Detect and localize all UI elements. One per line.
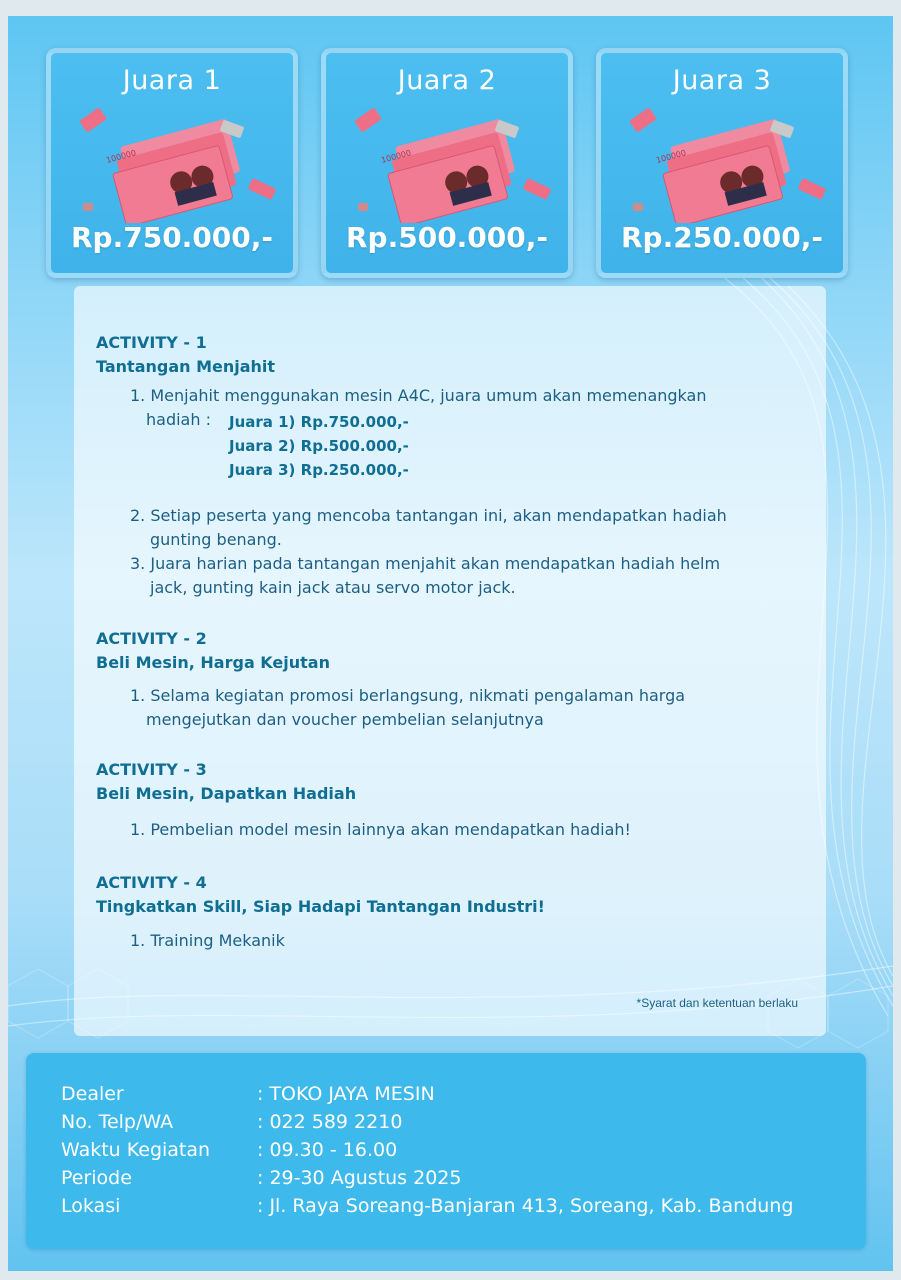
footer-value: : 09.30 - 16.00 bbox=[257, 1139, 398, 1161]
prize-amount: Rp.500.000,- bbox=[345, 221, 549, 254]
prize-amount: Rp.250.000,- bbox=[620, 221, 824, 254]
footer-value: : 022 589 2210 bbox=[257, 1111, 403, 1133]
activity-2-heading: ACTIVITY - 2 bbox=[96, 629, 207, 648]
footer-label: Dealer bbox=[61, 1083, 124, 1105]
activity-2-item-1-line-1: 1. Selama kegiatan promosi berlangsung, nikmati pengalaman harga bbox=[130, 686, 686, 705]
activity-4-item-1: 1. Training Mekanik bbox=[130, 931, 285, 950]
footer-info bbox=[26, 1053, 866, 1249]
footer-label: Periode bbox=[61, 1167, 132, 1189]
activity-1-item-1-line-2: hadiah : bbox=[146, 410, 211, 429]
activity-1-item-2-line-1: 2. Setiap peserta yang mencoba tantangan ini, akan mendapatkan hadiah bbox=[130, 506, 727, 525]
prize-amount: Rp.750.000,- bbox=[70, 221, 274, 254]
money-icon bbox=[346, 103, 556, 223]
prize-card-1 bbox=[46, 48, 298, 278]
banknote-value: 100000 bbox=[380, 148, 413, 165]
activity-1-item-2-line-2: gunting benang. bbox=[150, 530, 282, 549]
prize-card-3 bbox=[596, 48, 848, 278]
activity-1-item-1-line-1: 1. Menjahit menggunakan mesin A4C, juara umum akan memenangkan bbox=[130, 386, 707, 405]
footer-value: : Jl. Raya Soreang-Banjaran 413, Soreang, Kab. Bandung bbox=[257, 1195, 794, 1217]
activity-3-subtitle: Beli Mesin, Dapatkan Hadiah bbox=[96, 784, 357, 803]
activity-1-subtitle: Tantangan Menjahit bbox=[96, 357, 276, 376]
activity-1-item-3-line-1: 3. Juara harian pada tantangan menjahit akan mendapatkan hadiah helm bbox=[130, 554, 721, 573]
activity-1-item-3-line-2: jack, gunting kain jack atau servo motor jack. bbox=[150, 578, 516, 597]
activity-4-subtitle: Tingkatkan Skill, Siap Hadapi Tantangan Industri! bbox=[96, 897, 545, 916]
prize-title: Juara 3 bbox=[672, 65, 772, 96]
activity-3-heading: ACTIVITY - 3 bbox=[96, 760, 207, 779]
activity-2-item-1-line-2: mengejutkan dan voucher pembelian selanjutnya bbox=[146, 710, 544, 729]
juara-1-prize: Juara 1) Rp.750.000,- bbox=[229, 413, 409, 431]
footer-label: No. Telp/WA bbox=[61, 1111, 174, 1133]
money-icon bbox=[71, 103, 281, 223]
prize-title: Juara 1 bbox=[122, 65, 222, 96]
activities-card bbox=[74, 286, 826, 1036]
prize-title: Juara 2 bbox=[397, 65, 497, 96]
banknote-value: 100000 bbox=[655, 148, 688, 165]
activity-1-heading: ACTIVITY - 1 bbox=[96, 333, 207, 352]
juara-2-prize: Juara 2) Rp.500.000,- bbox=[229, 437, 409, 455]
activity-4-heading: ACTIVITY - 4 bbox=[96, 873, 207, 892]
money-icon bbox=[621, 103, 831, 223]
juara-3-prize: Juara 3) Rp.250.000,- bbox=[229, 461, 409, 479]
footer-value: : TOKO JAYA MESIN bbox=[257, 1083, 435, 1105]
banknote-value: 100000 bbox=[105, 148, 138, 165]
footer-value: : 29-30 Agustus 2025 bbox=[257, 1167, 462, 1189]
terms-note: *Syarat dan ketentuan berlaku bbox=[636, 996, 798, 1010]
footer-label: Waktu Kegiatan bbox=[61, 1139, 211, 1161]
activity-2-subtitle: Beli Mesin, Harga Kejutan bbox=[96, 653, 330, 672]
poster bbox=[8, 16, 893, 1271]
footer-label: Lokasi bbox=[61, 1195, 121, 1217]
activity-3-item-1: 1. Pembelian model mesin lainnya akan mendapatkan hadiah! bbox=[130, 820, 631, 839]
prize-card-2 bbox=[321, 48, 573, 278]
